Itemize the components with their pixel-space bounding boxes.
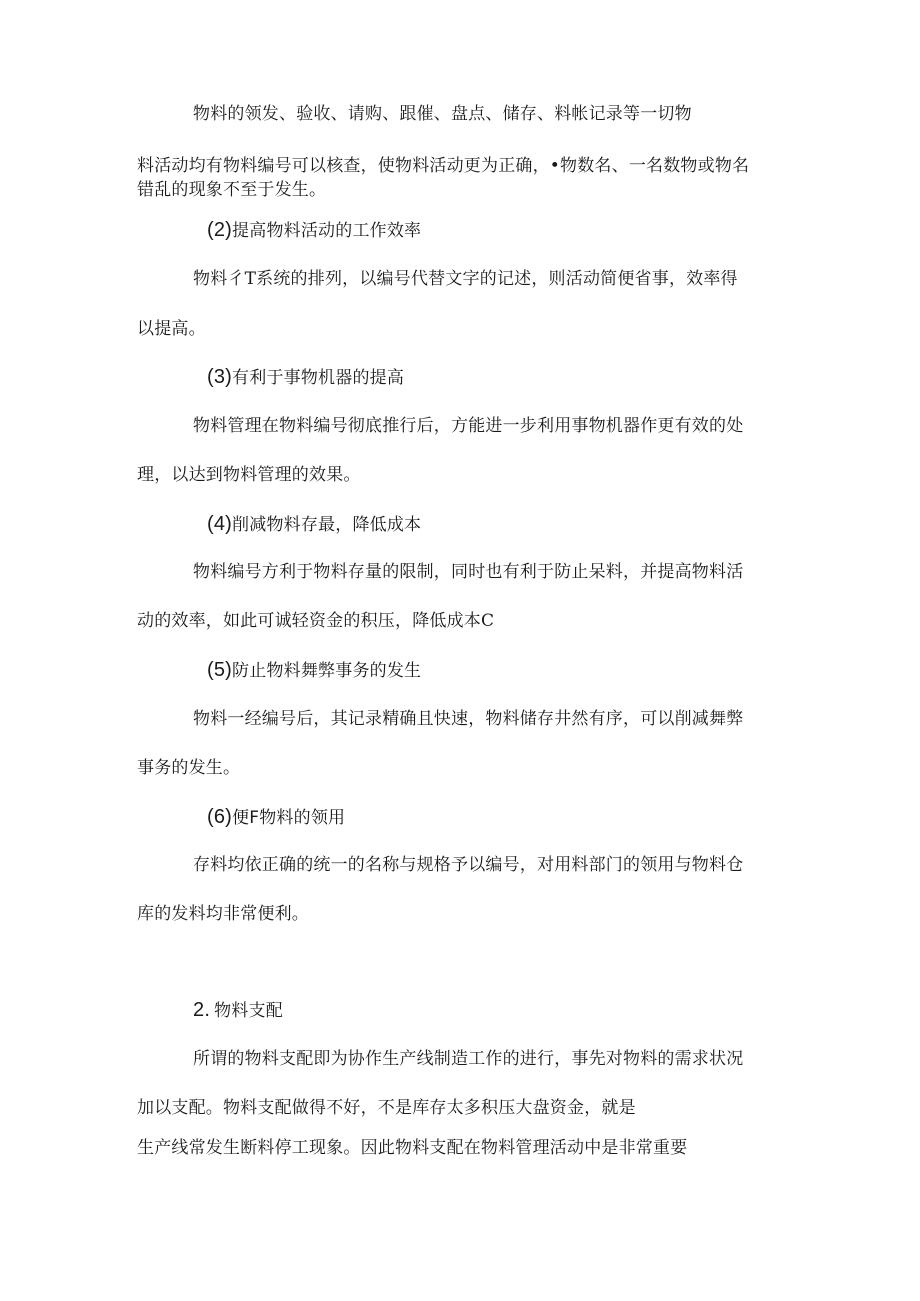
heading-4-text: 削减物料存最，降低成本: [232, 515, 422, 535]
paragraph-5-line-1: 物料一经编号后，其记录精确且快速，物料储存井然有序，可以削减舞弊: [193, 709, 744, 729]
paragraph-2-line-1: 物料彳T系统的排列，以编号代替文字的记述，则活动简便省事，效率得: [193, 269, 738, 289]
section-2-number: 2.: [193, 999, 211, 1021]
paragraph-1-line-3: 错乱的现象不至于发生。: [137, 180, 327, 200]
heading-3-number: (3): [207, 366, 233, 388]
section-2-title: 物料支配: [214, 1001, 283, 1021]
heading-2-text: 提高物料活动的工作效率: [232, 221, 422, 241]
paragraph-7-line-3: 生产线常发生断料停工现象。因此物料支配在物料管理活动中是非常重要: [137, 1138, 688, 1158]
paragraph-5-line-2: 事务的发生。: [137, 758, 241, 778]
heading-5-text: 防止物料舞弊事务的发生: [232, 661, 422, 681]
heading-2: [207, 219, 421, 242]
paragraph-6-line-1: 存料均依正确的统一的名称与规格予以编号，对用料部门的领用与物料仓: [193, 855, 744, 875]
heading-3-text: 有利于事物机器的提高: [232, 368, 405, 388]
heading-4: [207, 513, 421, 536]
section-2-heading: [193, 999, 283, 1022]
heading-6-text: 便F物料的领用: [232, 808, 346, 828]
heading-5-number: (5): [207, 659, 233, 681]
paragraph-4-line-1: 物料编号方利于物料存量的限制，同时也有利于防止呆料，并提高物料活: [193, 562, 744, 582]
paragraph-6-line-2: 库的发料均非常便利。: [137, 904, 309, 924]
heading-2-number: (2): [207, 219, 233, 241]
heading-6: [207, 806, 345, 829]
paragraph-1-line-2: 料活动均有物料编号可以核查，使物料活动更为正确，•物数名、一名数物或物名: [137, 156, 750, 176]
paragraph-7-line-1: 所谓的物料支配即为协作生产线制造工作的进行，事先对物料的需求状况: [193, 1049, 744, 1069]
paragraph-1-line-1: 物料的领发、验收、请购、跟催、盘点、储存、料帐记录等一切物: [193, 104, 692, 124]
paragraph-3-line-2: 理，以达到物料管理的效果。: [137, 465, 361, 485]
paragraph-2-line-2: 以提高。: [137, 319, 206, 339]
paragraph-7-line-2: 加以支配。物料支配做得不好，不是库存太多积压大盘资金，就是: [137, 1098, 636, 1118]
heading-5: [207, 659, 421, 682]
paragraph-3-line-1: 物料管理在物料编号彻底推行后，方能进一步利用事物机器作更有效的处: [193, 416, 744, 436]
heading-6-number: (6): [207, 806, 233, 828]
heading-4-number: (4): [207, 513, 233, 535]
paragraph-4-line-2: 动的效率，如此可诚轻资金的积压，降低成本C: [137, 611, 495, 631]
heading-3: [207, 366, 404, 389]
